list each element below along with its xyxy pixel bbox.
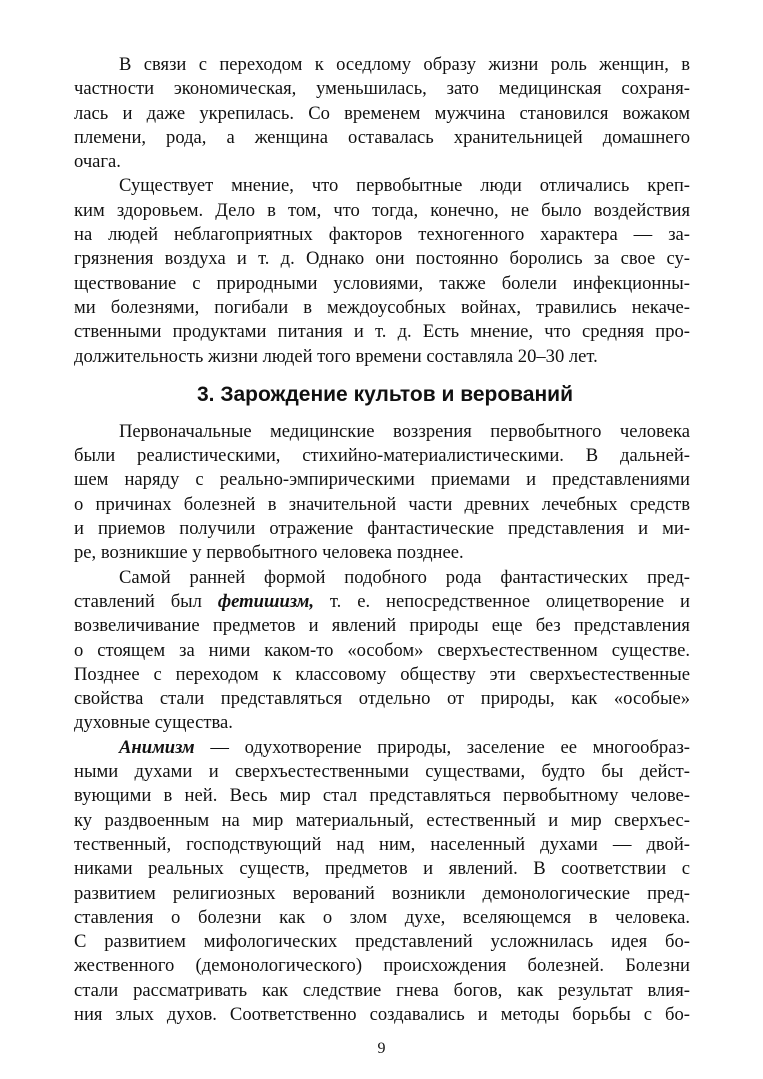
text-line: стали рассматривать как следствие гнева богов, как результат влия- bbox=[74, 979, 690, 1001]
text-line: возвеличивание предметов и явлений природы еще без представления bbox=[74, 615, 690, 637]
paragraph-early-views bbox=[74, 420, 690, 566]
text-line: очага. bbox=[74, 151, 121, 173]
text-line: частности экономическая, уменьшилась, зато медицинская сохраня- bbox=[74, 78, 690, 100]
text-line: ре, возникшие у первобытного человека позднее. bbox=[74, 542, 464, 564]
paragraph-health bbox=[74, 174, 690, 368]
text-line: С развитием мифологических представлений усложнилась идея бо- bbox=[74, 931, 690, 953]
text-line: вующими в ней. Весь мир стал представляться первобытному челове- bbox=[74, 785, 690, 807]
text-line: развитием религиозных верований возникли демонологические пред- bbox=[74, 882, 690, 904]
paragraph-women-role bbox=[74, 53, 690, 174]
paragraph-fetishism bbox=[74, 566, 690, 736]
term-animism: Анимизм bbox=[119, 736, 195, 758]
text-line: и приемов получили отражение фантастические представления и ми- bbox=[74, 518, 690, 540]
text-line: о причинах болезней в значительной части древних лечебных средств bbox=[74, 493, 690, 515]
text-line: никами реальных существ, предметов и явлений. В соответствии с bbox=[74, 858, 690, 880]
text-line: духовные существа. bbox=[74, 712, 233, 734]
page-number: 9 bbox=[377, 1040, 386, 1057]
text-line: племени, рода, а женщина оставалась хранительницей домашнего bbox=[74, 126, 690, 148]
text-line: свойства стали представляться отдельно от природы, как «особые» bbox=[74, 688, 690, 710]
text-line: Существует мнение, что первобытные люди отличались креп- bbox=[119, 175, 690, 197]
text-line: должительность жизни людей того времени составляла 20–30 лет. bbox=[74, 345, 598, 367]
section-heading: 3. Зарождение культов и верований bbox=[197, 382, 573, 406]
text-line: ку раздвоенным на мир материальный, естественный и мир сверхъес- bbox=[74, 809, 690, 831]
text-line: ными духами и сверхъестественными существами, будто бы дейст- bbox=[74, 761, 690, 783]
text-line: тественный, господствующий над ним, населенный духами — двой- bbox=[74, 833, 690, 855]
text-line: ственными продуктами питания и т. д. Есть мнение, что средняя про- bbox=[74, 321, 690, 343]
text-line-with-term bbox=[74, 590, 690, 614]
text-line: были реалистическими, стихийно-материалистическими. В дальней- bbox=[74, 445, 690, 467]
text-fragment: т. е. непосредственное олицетворение и bbox=[314, 590, 690, 612]
text-line: шем наряду с реально-эмпирическими приемами и представлениями bbox=[74, 469, 690, 491]
text-line: ставления о болезни как о злом духе, вселяющемся в человека. bbox=[74, 906, 690, 928]
text-line: лась и даже укрепилась. Со временем мужчина становился вожаком bbox=[74, 102, 690, 124]
text-line: о стоящем за ними каком-то «особом» сверхъестественном существе. bbox=[74, 639, 690, 661]
page-body bbox=[74, 53, 690, 1027]
text-line: ния злых духов. Соответственно создавались и методы борьбы с бо- bbox=[74, 1003, 690, 1025]
term-fetishism: фетишизм, bbox=[217, 590, 314, 612]
text-fragment: — одухотворение природы, заселение ее многообраз- bbox=[194, 736, 690, 758]
text-line: Позднее с переходом к классовому обществу эти сверхъестественные bbox=[74, 663, 690, 685]
text-line-with-term bbox=[74, 736, 690, 760]
text-line: Самой ранней формой подобного рода фантастических пред- bbox=[119, 566, 690, 588]
text-line: Первоначальные медицинские воззрения первобытного человека bbox=[119, 420, 690, 442]
text-line: ким здоровьем. Дело в том, что тогда, конечно, не было воздействия bbox=[74, 199, 690, 221]
text-line: грязнения воздуха и т. д. Однако они постоянно боролись за свое су- bbox=[74, 248, 690, 270]
text-fragment: ставлений был bbox=[74, 590, 218, 612]
text-line: ществование с природными условиями, также болели инфекционны- bbox=[74, 272, 690, 294]
paragraph-animism bbox=[74, 736, 690, 1028]
text-line: жественного (демонологического) происхождения болезней. Болезни bbox=[74, 955, 690, 977]
text-line: ми болезнями, погибали в междоусобных войнах, травились некаче- bbox=[74, 296, 690, 318]
text-line: В связи с переходом к оседлому образу жизни роль женщин, в bbox=[119, 54, 690, 75]
text-line: на людей неблагоприятных факторов техногенного характера — за- bbox=[74, 224, 690, 246]
